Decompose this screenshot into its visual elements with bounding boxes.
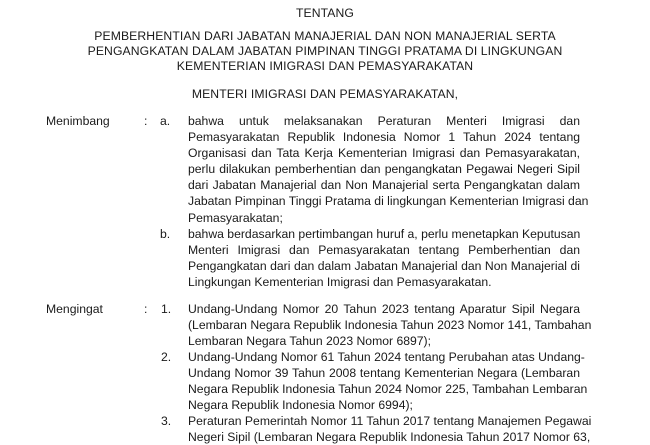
tentang-heading: TENTANG xyxy=(295,6,355,20)
text-line: Organisasi dan Tata Kerja Kementerian Imigrasi dan Pemasyarakatan, xyxy=(188,146,580,161)
text-line: bahwa berdasarkan pertimbangan huruf a, perlu menetapkan Keputusan xyxy=(188,227,581,241)
text-line: Jabatan Pimpinan Tinggi Pratama di lingkungan Kementerian Imigrasi dan xyxy=(188,194,589,209)
mengingat-item-2-marker: 2. xyxy=(161,350,172,364)
text-line: bahwa untuk melaksanakan Peraturan Menteri Imigrasi dan xyxy=(188,114,580,128)
official-heading: MENTERI IMIGRASI DAN PEMASYARAKATAN, xyxy=(191,87,459,101)
menimbang-item-a-text xyxy=(188,113,589,226)
text-line: Negara Republik Indonesia Nomor 6994); xyxy=(188,398,413,413)
text-line: perlu dilakukan pemberhentian dan pengangkatan Pegawai Negeri Sipil xyxy=(188,162,580,177)
text-line: Pemasyarakatan; xyxy=(188,210,283,225)
mengingat-item-3-text xyxy=(188,413,592,445)
mengingat-colon: : xyxy=(144,302,148,316)
text-line: dari Jabatan Manajerial dan Non Manajerial serta Pengangkatan dalam xyxy=(188,178,580,193)
text-line: Undang-Undang Nomor 20 Tahun 2023 tentang Aparatur Sipil Negara xyxy=(188,302,580,316)
text-line: (Lembaran Negara Republik Indonesia Tahun 2023 Nomor 141, Tambahan xyxy=(188,318,592,333)
mengingat-item-3-marker: 3. xyxy=(161,414,172,428)
mengingat-item-1-marker: 1. xyxy=(161,302,172,316)
text-line: Lingkungan Kementerian Imigrasi dan Pemasyarakatan. xyxy=(188,275,492,290)
text-line: Lembaran Negara Tahun 2023 Nomor 6897); xyxy=(188,334,432,349)
title-line-3: KEMENTERIAN IMIGRASI DAN PEMASYARAKATAN xyxy=(176,59,474,73)
text-line: Pemasyarakatan Republik Indonesia Nomor 1 Tahun 2024 tentang xyxy=(188,130,580,145)
text-line: Pengangkatan dari dan dalam Jabatan Manajerial dan Non Manajerial di xyxy=(188,259,580,274)
mengingat-label: Mengingat xyxy=(46,302,103,316)
menimbang-item-a-marker: a. xyxy=(160,114,171,128)
mengingat-item-1-text xyxy=(188,301,592,349)
text-line: Negara Republik Indonesia Tahun 2024 Nomor 225, Tambahan Lembaran xyxy=(188,382,588,397)
text-line: Menteri Imigrasi dan Pemasyarakatan tentang Pemberhentian dan xyxy=(188,243,580,258)
text-line: Peraturan Pemerintah Nomor 11 Tahun 2017 tentang Manajemen Pegawai xyxy=(188,414,592,428)
menimbang-colon: : xyxy=(144,114,148,128)
menimbang-item-b-marker: b. xyxy=(160,227,171,241)
mengingat-item-2-text xyxy=(188,349,588,413)
menimbang-item-b-text xyxy=(188,226,580,290)
menimbang-label: Menimbang xyxy=(46,114,110,128)
text-line: Undang-Undang Nomor 61 Tahun 2024 tentang Perubahan atas Undang- xyxy=(188,350,585,364)
text-line: Negeri Sipil (Lembaran Negara Republik Indonesia Tahun 2017 Nomor 63, xyxy=(188,430,591,445)
title-line-2: PENGANGKATAN DALAM JABATAN PIMPINAN TINGGI PRATAMA DI LINGKUNGAN xyxy=(87,44,563,58)
text-line: Undang Nomor 39 Tahun 2008 tentang Kementerian Negara (Lembaran xyxy=(188,366,580,381)
title-line-1: PEMBERHENTIAN DARI JABATAN MANAJERIAL DAN NON MANAJERIAL SERTA xyxy=(94,29,556,43)
